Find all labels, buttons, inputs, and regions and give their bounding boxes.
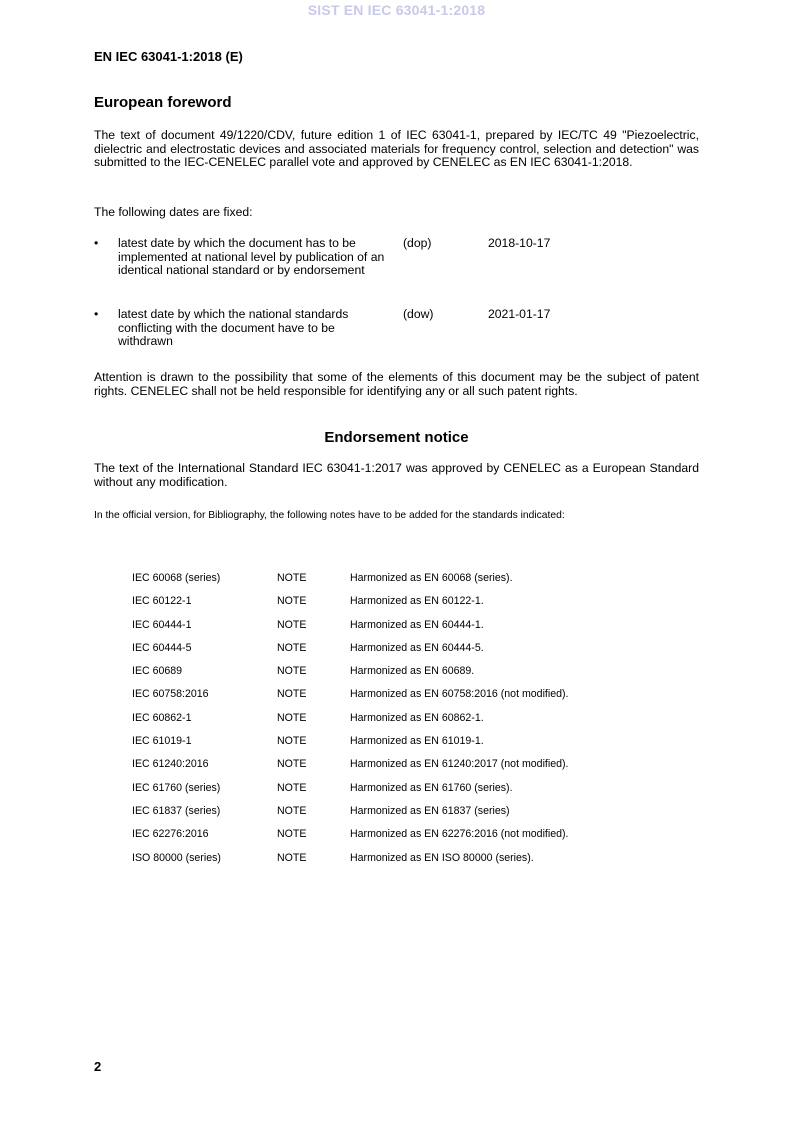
note-standard: IEC 60444-1 [132, 618, 192, 631]
note-label: NOTE [277, 572, 307, 584]
note-text: Harmonized as EN 60068 (series). [350, 572, 513, 584]
note-row [132, 823, 692, 846]
note-standard: IEC 62276:2016 [132, 828, 209, 841]
note-label: NOTE [277, 688, 307, 701]
note-standard: IEC 60122-1 [132, 595, 192, 608]
note-standard: IEC 60689 [132, 665, 183, 678]
note-text: Harmonized as EN 60689. [350, 665, 475, 678]
note-text: Harmonized as EN 61837 (series) [350, 804, 510, 817]
note-text: Harmonized as EN ISO 80000 (series). [350, 851, 534, 864]
bibliography-notes-intro: In the official version, for Bibliography, the following notes have to be added for the standards indicated: [94, 510, 565, 521]
watermark: SIST EN IEC 63041-1:2018 [307, 2, 486, 18]
date-description: latest date by which the national standards conflicting with the document have to be withdrawn [118, 307, 349, 349]
note-standard: IEC 61240:2016 [132, 758, 209, 771]
note-text: Harmonized as EN 60758:2016 (not modified). [350, 688, 569, 701]
endorsement-paragraph: The text of the International Standard IEC 63041-1:2017 was approved by CENELEC as a European Standard without any modification. [94, 461, 699, 489]
date-description: latest date by which the document has to be implemented at national level by publication of an identical national standard or by endorsement [118, 236, 385, 278]
note-text: Harmonized as EN 60444-1. [350, 618, 484, 631]
note-text: Harmonized as EN 60122-1. [350, 595, 484, 608]
note-label: NOTE [277, 641, 307, 654]
note-label: NOTE [277, 595, 307, 608]
note-row [132, 567, 692, 590]
note-text: Harmonized as EN 61760 (series). [350, 781, 513, 794]
note-row [132, 590, 692, 613]
note-row [132, 777, 692, 800]
note-row [132, 637, 692, 660]
note-label: NOTE [277, 735, 307, 748]
note-label: NOTE [277, 618, 307, 631]
note-row [132, 683, 692, 706]
bibliography-notes-list [132, 567, 692, 870]
document-reference: EN IEC 63041-1:2018 (E) [94, 49, 243, 64]
dates-intro: The following dates are fixed: [94, 205, 253, 219]
note-row [132, 800, 692, 823]
patent-notice: Attention is drawn to the possibility that some of the elements of this document may be the subject of patent rights. CENELEC shall not be held responsible for identifying any or all such patent rights. [94, 370, 699, 398]
note-row [132, 660, 692, 683]
note-row [132, 847, 692, 870]
date-value: 2021-01-17 [488, 307, 551, 321]
note-label: NOTE [277, 851, 307, 864]
bullet-icon: • [94, 307, 99, 321]
note-row [132, 730, 692, 753]
note-text: Harmonized as EN 60444-5. [350, 641, 484, 654]
note-standard: IEC 60068 (series) [132, 572, 221, 584]
note-label: NOTE [277, 711, 307, 724]
note-label: NOTE [277, 665, 307, 678]
note-standard: IEC 60444-5 [132, 641, 192, 654]
note-label: NOTE [277, 804, 307, 817]
note-row [132, 753, 692, 776]
endorsement-notice-heading: Endorsement notice [324, 429, 469, 446]
note-standard: ISO 80000 (series) [132, 851, 221, 864]
note-standard: IEC 61837 (series) [132, 804, 221, 817]
note-label: NOTE [277, 781, 307, 794]
note-standard: IEC 61760 (series) [132, 781, 221, 794]
note-label: NOTE [277, 758, 307, 771]
date-code: (dop) [403, 236, 432, 250]
note-label: NOTE [277, 828, 307, 841]
note-row [132, 707, 692, 730]
bullet-icon: • [94, 236, 99, 250]
date-code: (dow) [403, 307, 434, 321]
note-text: Harmonized as EN 61019-1. [350, 735, 484, 748]
european-foreword-heading: European foreword [94, 94, 232, 111]
note-standard: IEC 60862-1 [132, 711, 192, 724]
note-text: Harmonized as EN 61240:2017 (not modified). [350, 758, 569, 771]
note-row [132, 614, 692, 637]
date-value: 2018-10-17 [488, 236, 551, 250]
foreword-paragraph: The text of document 49/1220/CDV, future edition 1 of IEC 63041-1, prepared by IEC/TC 49 "Piezoelectric, dielectric and electrostatic devices and associated materials for frequency control, selection and detection" was submitted to the IEC-CENELEC parallel vote and approved by CENELEC as EN IEC 63041-1:2018. [94, 128, 699, 170]
note-text: Harmonized as EN 60862-1. [350, 711, 484, 724]
note-standard: IEC 60758:2016 [132, 688, 209, 701]
page-number: 2 [94, 1059, 102, 1074]
note-text: Harmonized as EN 62276:2016 (not modified). [350, 828, 569, 841]
note-standard: IEC 61019-1 [132, 735, 192, 748]
